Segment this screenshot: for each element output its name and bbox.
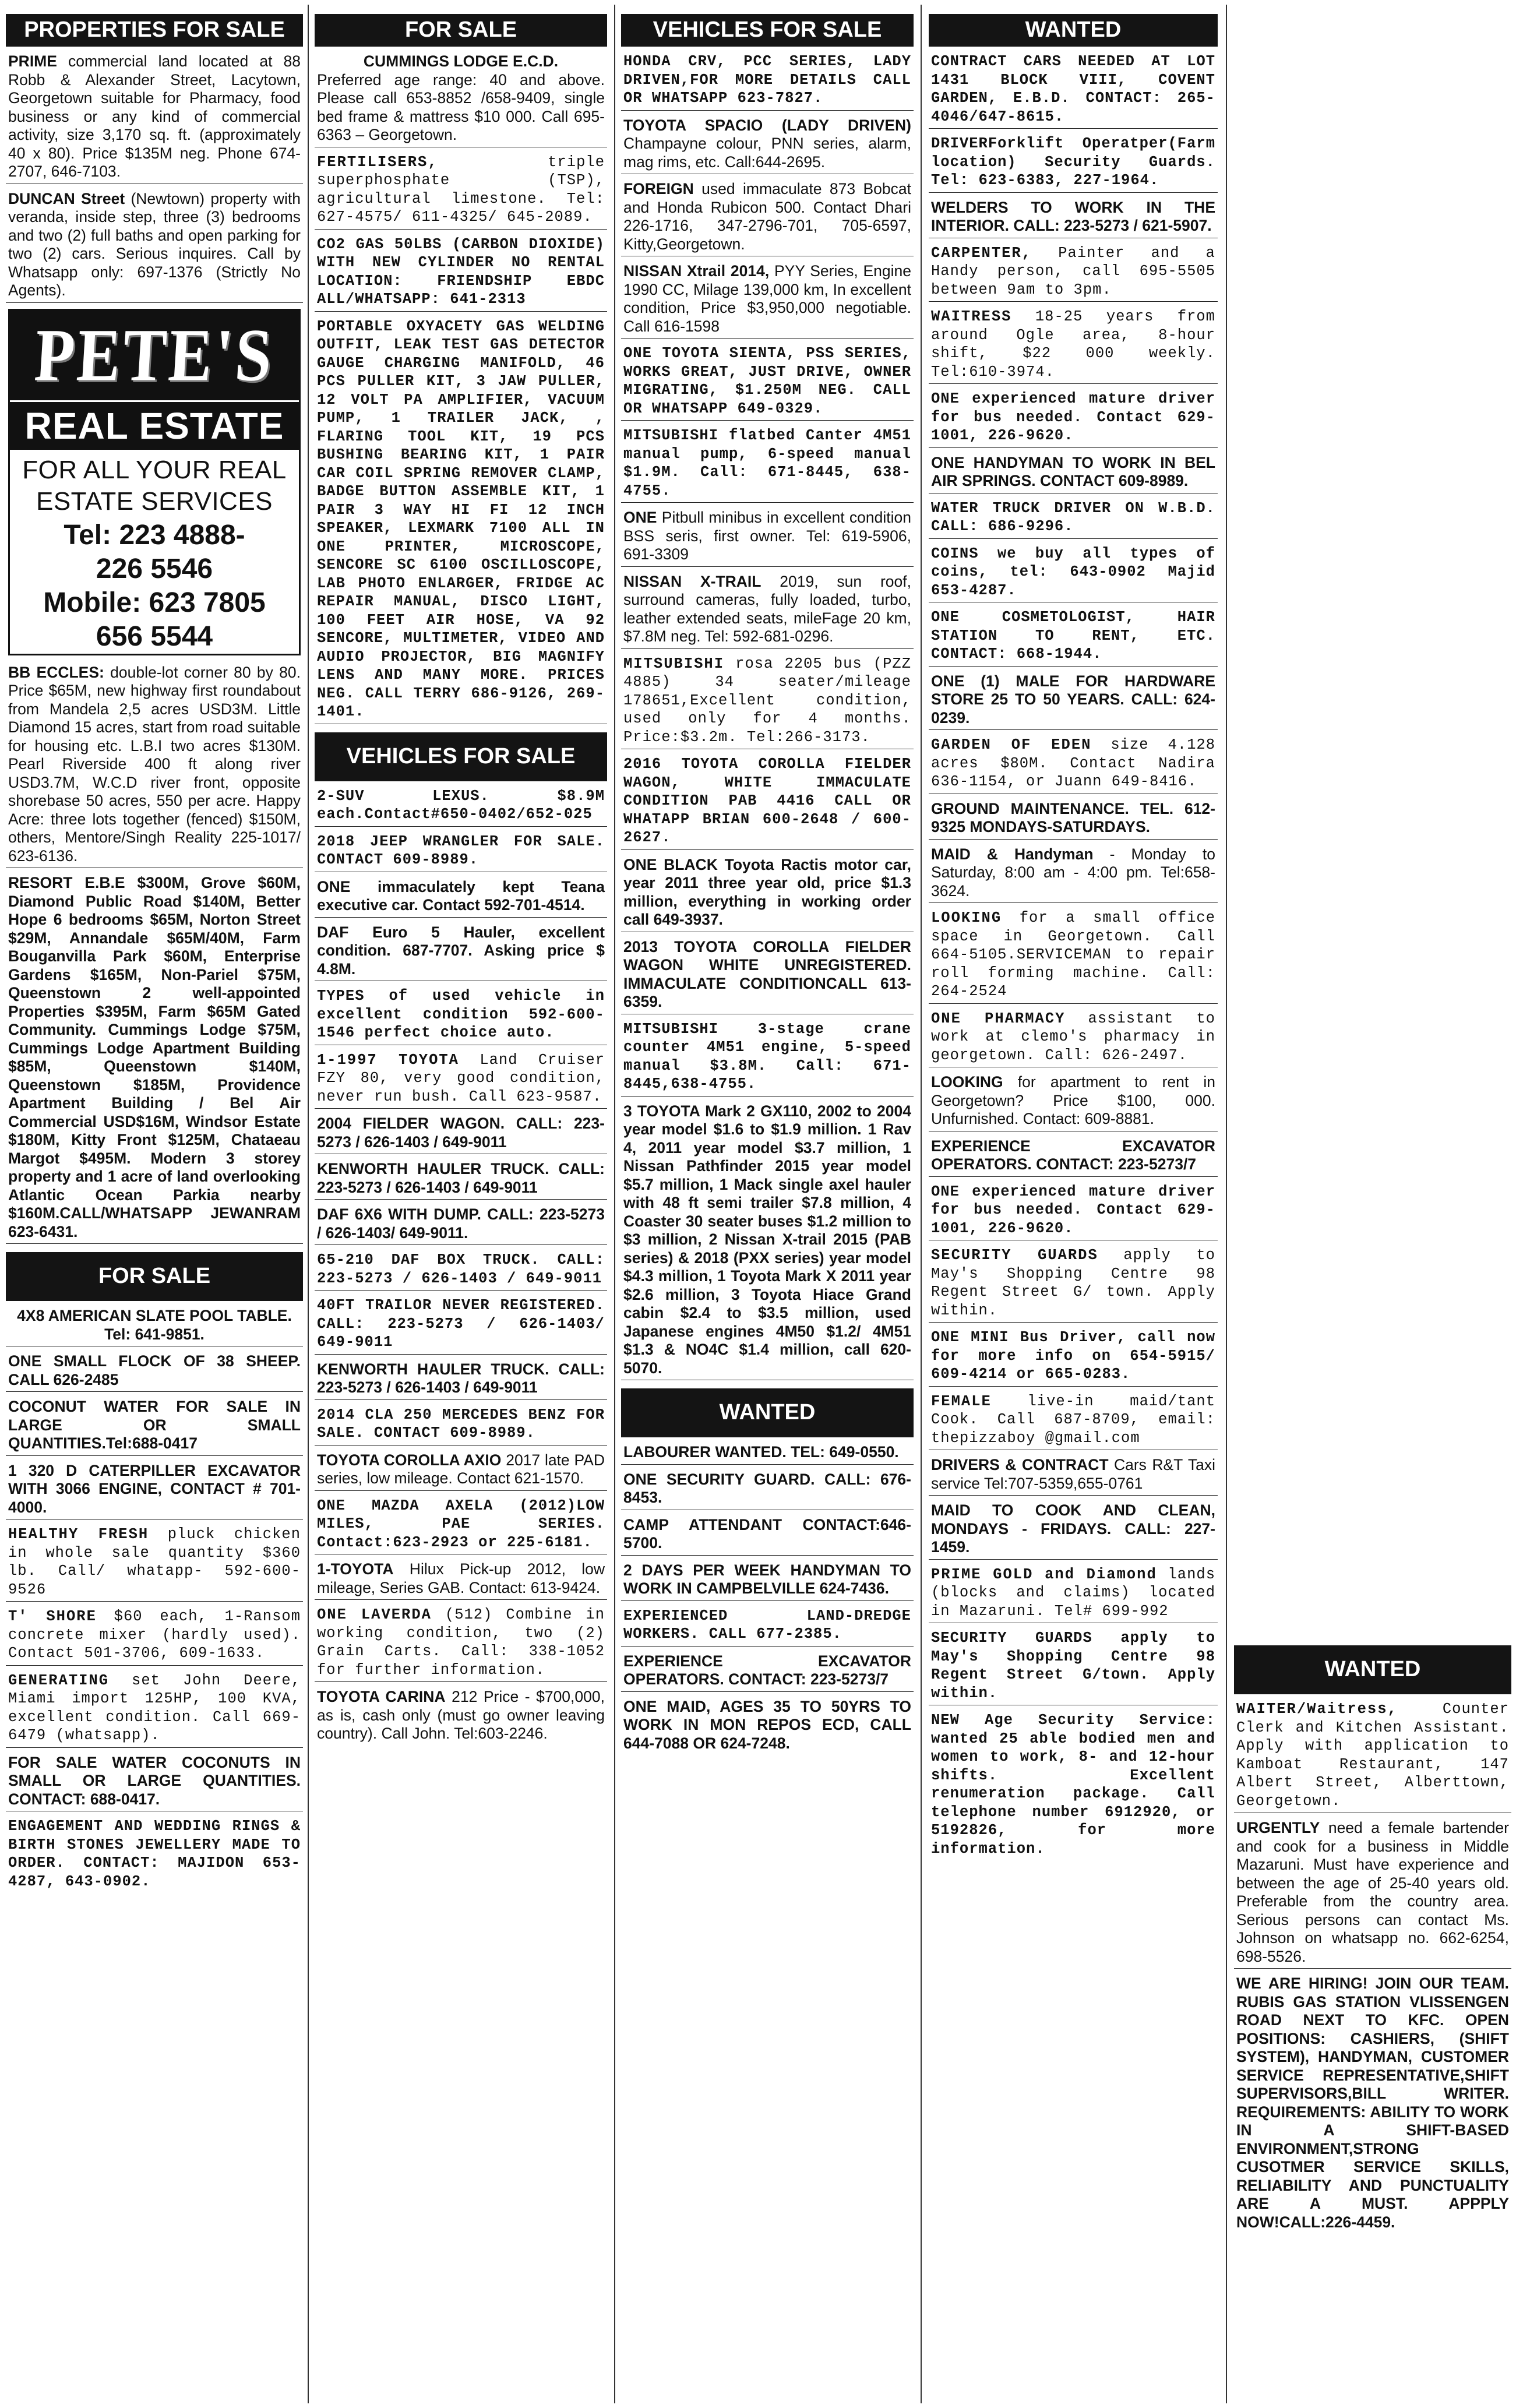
ad-body: set John Deere, Miami import 125HP, 100 KVA, excellent condition. Call 669-6479 (whatsapp). <box>8 1672 301 1744</box>
classified-ad: DRIVERForklift Operatper(Farm location) Security Guards. Tel: 623-6383, 227-1964. <box>929 135 1218 193</box>
classified-ad: HONDA CRV, PCC SERIES, LADY DRIVEN,FOR MORE DETAILS CALL OR WHATSAPP 623-7827. <box>621 52 914 111</box>
classified-ad: EXPERIENCED LAND-DREDGE WORKERS. CALL 677-2385. <box>621 1607 914 1647</box>
ad-body: apply to May's Shopping Centre 98 Regent Street G/ town. Apply within. <box>931 1247 1215 1319</box>
classified-ad <box>621 180 914 256</box>
classified-ad: EXPERIENCE EXCAVATOR OPERATORS. CONTACT: 223-5273/7 <box>929 1137 1218 1177</box>
ad-lead: HEALTHY FRESH <box>8 1526 149 1543</box>
ad-body: $60 each, 1-Ransom concrete mixer (hardly used). Contact 501-3706, 609-1633. <box>8 1608 301 1662</box>
classified-ad <box>929 1246 1218 1323</box>
section-header-for-sale: FOR SALE <box>315 14 607 47</box>
ad-body: Land Cruiser FZY 80, very good condition, never run bush. Call 623-9587. <box>317 1051 605 1105</box>
ad-body: (Newtown) property with veranda, inside step, three (3) bedrooms and two (2) full baths and open parking for two (2) cars. Serious inquires. Call by Whatsapp only: 697-1376 (Strictly No Agents). <box>8 189 301 299</box>
classified-ad <box>929 1566 1218 1624</box>
classified-ad <box>929 845 1218 904</box>
ad-lead: NISSAN X-TRAIL <box>623 572 761 590</box>
ad-lead: ONE <box>623 509 657 526</box>
ad-lead: FERTILISERS, <box>317 153 438 171</box>
classified-ad: 2-SUV LEXUS. $8.9M each.Contact#650-0402/652-025 <box>315 787 607 827</box>
classified-ad: 2014 CLA 250 MERCEDES BENZ FOR SALE. CONTACT 609-8989. <box>315 1406 607 1445</box>
classified-ad: 65-210 DAF BOX TRUCK. CALL: 223-5273 / 626-1403 / 649-9011 <box>315 1251 607 1291</box>
classified-ad <box>6 52 303 184</box>
section-header-wanted: WANTED <box>1234 1645 1511 1694</box>
classified-ad: WE ARE HIRING! JOIN OUR TEAM. RUBIS GAS STATION VLISSENGEN ROAD NEXT TO KFC. OPEN POSITIONS: CASHIERS, (SHIFT SYSTEM), HANDYMAN, CUSTOMER SERVICE REPRESENTATIVE,SHIFT SUPERVISORS,BILL WRITER. REQUIREMENTS: ABILITY TO WORK IN A SHIFT-BASED ENVIRONMENT,STRONG CUSOTMER SERVICE SKILLS, RELIABILITY AND PUNCTUALITY ARE A MUST. APPPLY NOW!CALL:226-4459. <box>1236 1975 1509 2231</box>
ad-lead: CARPENTER, <box>931 244 1032 262</box>
classified-ad: 1 320 D CATERPILLER EXCAVATOR WITH 3066 ENGINE, CONTACT # 701-4000. <box>6 1462 303 1520</box>
section-header-for-sale: FOR SALE <box>6 1252 303 1301</box>
classified-ad: CAMP ATTENDANT CONTACT:646-5700. <box>621 1516 914 1556</box>
classified-ad <box>1234 1819 1511 1969</box>
classified-ad: ONE MINI Bus Driver, call now for more info on 654-5915/ 609-4214 or 665-0283. <box>929 1328 1218 1387</box>
classified-ad: ENGAGEMENT AND WEDDING RINGS & BIRTH STONES JEWELLERY MADE TO ORDER. CONTACT: MAJIDON 653-4287, 643-0902. <box>8 1818 301 1890</box>
classified-ad <box>929 909 1218 1004</box>
classified-ad: SECURITY GUARDS apply to May's Shopping Centre 98 Regent Street G/town. Apply within. <box>929 1629 1218 1705</box>
classified-ad: 3 TOYOTA Mark 2 GX110, 2002 to 2004 year model $1.6 to $1.9 million. 1 Rav 4, 2011 year model $3.7 million, 1 Nissan Pathfinder 2015 year model $5.7 million, 1 Mack single axel hauler with 48 ft semi trailer $7.8 million, 4 Coaster 30 seater buses $1.2 million to $3 million, 2 Nissan X-trail 2015 (PAB series) & 2018 (PXX series) year model $4.3 million, 1 Toyota Mark X 2011 year $2.6 million, 3 Toyota Hiace Grand cabin $2.4 to $3.5 million, used Japanese engines 4M50 $1.2/ 4M51 $1.3 & NO4C $1.4 million, call 620-5070. <box>621 1102 914 1381</box>
classified-ad: MITSUBISHI flatbed Canter 4M51 manual pump, 6-speed manual $1.9M. Call: 671-8445, 638-4755. <box>621 426 914 503</box>
classified-ad <box>6 1672 303 1748</box>
ad-lead: FOREIGN <box>623 180 694 198</box>
classified-ad: WELDERS TO WORK IN THE INTERIOR. CALL: 223-5273 / 621-5907. <box>929 199 1218 238</box>
section-header-properties: PROPERTIES FOR SALE <box>6 14 303 47</box>
classified-ad: ONE SMALL FLOCK OF 38 SHEEP. CALL 626-2485 <box>6 1352 303 1392</box>
ad-lead: LOOKING <box>931 909 1002 926</box>
ad-body: live-in maid/tant Cook. Call 687-8709, email: thepizzaboy @gmail.com <box>931 1392 1215 1447</box>
ad-lead: WAITER/Waitress, <box>1236 1701 1398 1718</box>
column-properties <box>6 10 303 1899</box>
ad-body: Preferred age range: 40 and above. Please call 653-8852 /658-9409, single bed frame & mattress $10 000. Call 695-6363 – Georgetown. <box>317 70 605 143</box>
classified-ad <box>6 190 303 303</box>
classified-ad <box>6 664 303 869</box>
ad-body: - Monday to Saturday, 8:00 am - 4:00 pm. Tel:658-3624. <box>931 845 1215 900</box>
ad-body: 212 Price - $700,000, as is, cash only (must go owner leaving country). Call John. Tel:603-2246. <box>317 1688 605 1742</box>
classified-ad: ONE SECURITY GUARD. CALL: 676-8453. <box>621 1471 914 1510</box>
classified-ad: 2016 TOYOTA COROLLA FIELDER WAGON, WHITE IMMACULATE CONDITION PAB 4416 CALL OR WHATAPP BRIAN 600-2648 / 600-2627. <box>621 755 914 850</box>
classified-ad: CONTRACT CARS NEEDED AT LOT 1431 BLOCK VIII, COVENT GARDEN, E.B.D. CONTACT: 265-4046/647-8615. <box>929 52 1218 129</box>
ad-lead: MAID & Handyman <box>931 845 1094 863</box>
column-for-sale <box>315 10 607 1751</box>
classified-ad: MAID TO COOK AND CLEAN, MONDAYS - FRIDAYS. CALL: 227-1459. <box>929 1501 1218 1560</box>
ad-lead: ONE LAVERDA <box>317 1606 432 1623</box>
classified-ad <box>621 262 914 339</box>
classified-ad: MITSUBISHI 3-stage crane counter 4M51 engine, 5-speed manual $3.8M. Call: 671-8445,638-4755. <box>621 1020 914 1097</box>
ad-body: PYY Series, Engine 1990 CC, Milage 139,000 km, In excellent condition, Price $3,950,000 negotiable. Call 616-1598 <box>623 262 911 335</box>
classified-ad: ONE HANDYMAN TO WORK IN BEL AIR SPRINGS. CONTACT 609-8989. <box>929 454 1218 493</box>
classified-ad: FOR SALE WATER COCONUTS IN SMALL OR LARGE QUANTITIES. CONTACT: 688-0417. <box>6 1754 303 1812</box>
classified-ad <box>929 1073 1218 1131</box>
logo-name: PETE'S <box>32 313 277 397</box>
classified-ad: DAF Euro 5 Hauler, excellent condition. 687-7707. Asking price $ 4.8M. <box>315 923 607 982</box>
ad-body: triple superphosphate (TSP), agricultural limestone. Tel: 627-4575/ 611-4325/ 645-2089. <box>317 153 605 225</box>
classified-ad: ONE (1) MALE FOR HARDWARE STORE 25 TO 50 YEARS. CALL: 624-0239. <box>929 672 1218 731</box>
ad-lead: GARDEN OF EDEN <box>931 736 1092 753</box>
classified-ad <box>621 117 914 175</box>
classified-ad: 2013 TOYOTA COROLLA FIELDER WAGON WHITE UNREGISTERED. IMMACULATE CONDITIONCALL 613-6359. <box>621 938 914 1014</box>
classified-ad: CO2 GAS 50LBS (CARBON DIOXIDE) WITH NEW CYLINDER NO RENTAL LOCATION: FRIENDSHIP EBDC ALL/WHATSAPP: 641-2313 <box>315 235 607 312</box>
classified-ad <box>315 1688 607 1746</box>
ad-body: Pitbull minibus in excellent condition BSS seris, first owner. Tel: 619-5906, 691-3309 <box>623 509 911 563</box>
ad-lead: FEMALE <box>931 1392 992 1410</box>
classified-ad <box>621 655 914 750</box>
classified-ad <box>621 573 914 649</box>
ad-body: pluck chicken in whole sale quantity $360 lb. Call/ whatapp- 592-600-9526 <box>8 1526 301 1598</box>
column-vehicles <box>621 10 914 1761</box>
ad-lead: DRIVERS & CONTRACT <box>931 1456 1109 1473</box>
classified-ad: ONE COSMETOLOGIST, HAIR STATION TO RENT, ETC. CONTACT: 668-1944. <box>929 608 1218 667</box>
ad-lead: MITSUBISHI <box>623 655 725 672</box>
classified-ad <box>315 1051 607 1109</box>
logo-tagline-2: ESTATE SERVICES <box>36 486 273 516</box>
classified-ad: ONE experienced mature driver for bus needed. Contact 629-1001, 226-9620. <box>929 1183 1218 1241</box>
ad-body: (512) Combine in working condition, two (2) Grain Carts. Call: 338-1052 for further information. <box>317 1606 605 1679</box>
classified-ad <box>315 52 607 147</box>
section-header-wanted: WANTED <box>929 14 1218 47</box>
ad-body: Painter and a Handy person, call 695-5505 between 9am to 3pm. <box>931 244 1215 298</box>
ad-body: assistant to work at clemo's pharmacy in georgetown. Call: 626-2497. <box>931 1010 1215 1064</box>
ad-lead: TOYOTA CARINA <box>317 1688 446 1705</box>
ad-body: 18-25 years from around Ogle area, 8-hour shift, $22 000 weekly. Tel:610-3974. <box>931 308 1215 380</box>
ad-lead: PRIME <box>8 52 57 70</box>
column-divider <box>921 5 922 2403</box>
classified-ad: GROUND MAINTENANCE. TEL. 612-9325 MONDAYS-SATURDAYS. <box>929 800 1218 840</box>
ad-body: used immaculate 873 Bobcat and Honda Rubicon 500. Contact Dhari 226-1716, 347-2796-701, 705-6597, Kitty,Georgetown. <box>623 180 911 253</box>
petes-real-estate-logo <box>8 309 301 655</box>
classified-ad: COCONUT WATER FOR SALE IN LARGE OR SMALL QUANTITIES.Tel:688-0417 <box>6 1398 303 1456</box>
column-wanted-extra <box>1234 1645 1511 2240</box>
classified-ad: PORTABLE OXYACETY GAS WELDING OUTFIT, LEAK TEST GAS DETECTOR GAUGE CHARGING MANIFOLD, 46 PCS PULLER KIT, 3 JAW PULLER, 12 VOLT PA AMPLIFIER, VACUUM PUMP, 1 TRAILER JACK, , FLARING TOOL KIT, 19 PCS BUSHING BEARING KIT, 1 PAIR CAR COIL SPRING REMOVER CLAMP, BADGE BUTTON ASSEMBLE KIT, 1 PAIR 3 WAY HI FI 12 INCH SPEAKER, LEXMARK 7100 ALL IN ONE PRINTER, MICROSCOPE, SENCORE SC 6100 OSCILLOSCOPE, LAB PHOTO ENLARGER, FRIDGE AC REPAIR MANUAL, DISCO LIGHT, 100 FEET AIR HOSE, VA 92 SENCORE, MULTIMETER, VIDEO AND AUDIO PROJECTOR, BIG MAGNIFY LENS AND MANY MORE. PRICES NEG. CALL TERRY 686-9126, 269-1401. <box>315 318 607 724</box>
ad-lead: T' SHORE <box>8 1608 97 1625</box>
ad-body: Hilux Pick-up 2012, low mileage, Series GAB. Contact: 613-9424. <box>317 1560 605 1596</box>
classified-ad <box>621 509 914 567</box>
classified-ad: 4X8 AMERICAN SLATE POOL TABLE. Tel: 641-9851. <box>6 1307 303 1346</box>
classified-ad: DAF 6X6 WITH DUMP. CALL: 223-5273 / 626-1403/ 649-9011. <box>315 1205 607 1245</box>
classified-ad: COINS we buy all types of coins, tel: 643-0902 Majid 653-4287. <box>929 545 1218 603</box>
ad-lead: GENERATING <box>8 1672 110 1689</box>
classified-ad: NEW Age Security Service: wanted 25 able bodied men and women to work, 8- and 12-hour shifts. Excellent renumeration package. Call telephone number 6912920, or 5192826, for more information. <box>931 1712 1215 1857</box>
classified-ad: ONE immaculately kept Teana executive car. Contact 592-701-4514. <box>315 878 607 918</box>
classified-ad: ONE MAZDA AXELA (2012)LOW MILES, PAE SERIES. Contact:623-2923 or 225-6181. <box>315 1497 607 1555</box>
classified-ad <box>315 153 607 230</box>
classified-ad: ONE TOYOTA SIENTA, PSS SERIES, WORKS GREAT, JUST DRIVE, OWNER MIGRATING, $1.250M NEG. CALL OR WHATSAPP 649-0329. <box>621 344 914 421</box>
ad-lead: TOYOTA COROLLA AXIO <box>317 1451 502 1469</box>
ad-body: Cars R&T Taxi service Tel:707-5359,655-0761 <box>931 1456 1215 1492</box>
ad-body: commercial land located at 88 Robb & Alexander Street, Lacytown, Georgetown suitable for Pharmacy, food business or any kind of commercial activity, size 3,170 sq. ft. (approximately 40 x 80). Price $135M neg. Phone 674-2707, 646-7103. <box>8 52 301 180</box>
classified-ad <box>929 1010 1218 1068</box>
ad-body: Counter Clerk and Kitchen Assistant. Apply with application to Kamboat Restaurant, 147 Albert Street, Alberttown, Georgetown. <box>1236 1701 1509 1810</box>
ad-lead: NISSAN Xtrail 2014, <box>623 262 770 280</box>
column-divider <box>308 5 309 2403</box>
ad-lead: DUNCAN Street <box>8 189 125 207</box>
classified-ad: EXPERIENCE EXCAVATOR OPERATORS. CONTACT: 223-5273/7 <box>621 1652 914 1692</box>
logo-tagline-1: FOR ALL YOUR REAL <box>22 455 287 484</box>
classified-ad: KENWORTH HAULER TRUCK. CALL: 223-5273 / 626-1403 / 649-9011 <box>315 1360 607 1400</box>
classified-ad <box>6 1525 303 1602</box>
ad-lead: BB ECCLES: <box>8 663 104 681</box>
ad-body: 2017 late PAD series, low mileage. Contact 621-1570. <box>317 1451 605 1487</box>
classified-ad: 2004 FIELDER WAGON. CALL: 223-5273 / 626-1403 / 649-9011 <box>315 1115 607 1154</box>
section-header-wanted: WANTED <box>621 1388 914 1437</box>
ad-body: for apartment to rent in Georgetown? Price $100, 000. Unfurnished. Contact: 609-8881. <box>931 1073 1215 1127</box>
classified-ad <box>929 244 1218 302</box>
column-wanted <box>929 10 1218 1866</box>
ad-body: size 4.128 acres $80M. Contact Nadira 636-1154, or Juann 649-8416. <box>931 736 1215 790</box>
logo-tel-2: 226 5546 <box>96 553 213 584</box>
classified-ad: KENWORTH HAULER TRUCK. CALL: 223-5273 / 626-1403 / 649-9011 <box>315 1160 607 1200</box>
logo-banner <box>10 311 299 400</box>
classified-ad: RESORT E.B.E $300M, Grove $60M, Diamond Public Road $140M, Better Hope 6 bedrooms $65M, Norton Street $29M, Annandale $65M/40M, Farm Bouganvilla Park $60M, Enterprise Gardens $165M, Non-Pariel $75M, Queenstown 2 well-appointed Properties $395M, Farm $65M Gated Community. Cummings Lodge $75M, Cummings Lodge Apartment Building $85M, Queenstown $140M, Queenstown $185M, Providence Apartment Building / Bel Air Commercial USD$16M, Windsor Estate $180M, Kitty Front $125M, Chataeau Margot $495M. Modern 3 storey property and 1 acre of land overlooking Atlantic Ocean Parkia nearby $160M.CALL/WHATSAPP JEWANRAM 623-6431. <box>6 874 303 1244</box>
ad-body: lands (blocks and claims) located in Mazaruni. Tel# 699-992 <box>931 1566 1215 1620</box>
ad-lead: SECURITY GUARDS <box>931 1247 1098 1264</box>
section-header-vehicles: VEHICLES FOR SALE <box>315 732 607 781</box>
classified-ad: 2 DAYS PER WEEK HANDYMAN TO WORK IN CAMPBELVILLE 624-7436. <box>621 1561 914 1601</box>
logo-tel-1: Tel: 223 4888- <box>64 519 245 551</box>
classified-ad <box>929 1456 1218 1496</box>
ad-lead: PRIME GOLD and Diamond <box>931 1566 1157 1583</box>
ad-lead: ONE PHARMACY <box>931 1010 1066 1027</box>
ad-lead: URGENTLY <box>1236 1819 1320 1836</box>
ad-lead: 1-1997 TOYOTA <box>317 1051 459 1069</box>
classified-ad <box>929 736 1218 794</box>
classified-ad: TYPES of used vehicle in excellent condition 592-600-1546 perfect choice auto. <box>315 987 607 1045</box>
classified-ad: ONE BLACK Toyota Ractis motor car, year 2011 three year old, price $1.3 million, everything in working order call 649-3937. <box>621 856 914 932</box>
ad-body: rosa 2205 bus (PZZ 4885) 34 seater/mileage 178651,Excellent condition, used only for 4 months. Price:$3.2m. Tel:266-3173. <box>623 655 911 746</box>
ad-body: double-lot corner 80 by 80. Price $65M, new highway first roundabout from Mandela 2,5 acres USD3M. Little Diamond 15 acres, start from road suitable for housing etc. L.B.I two acres $130M. Pearl Riverside 400 ft along river USD3.7M, W.C.D river front, opposite shorebase 50 acres, 550 per acre. Happy Acre: three lots together (fenced) $150M, others, Mentore/Singh Reality 225-1017/ 623-6136. <box>8 663 301 865</box>
logo-mobile-2: 656 5544 <box>96 620 213 652</box>
classified-ad: 2018 JEEP WRANGLER FOR SALE. CONTACT 609-8989. <box>315 833 607 872</box>
logo-subtitle: REAL ESTATE <box>10 400 299 450</box>
ad-body: Champayne colour, PNN series, alarm, mag rims, etc. Call:644-2695. <box>623 135 911 171</box>
column-divider <box>1226 5 1227 2403</box>
ad-lead: 1-TOYOTA <box>317 1560 394 1578</box>
classified-ad: ONE experienced mature driver for bus needed. Contact 629-1001, 226-9620. <box>929 390 1218 448</box>
ad-body: 2019, sun roof, surround cameras, fully loaded, turbo, leather extended seats, mileFage 20 km, $7.8M neg. Tel: 592-681-0296. <box>623 572 912 645</box>
classified-ad: LABOURER WANTED. TEL: 649-0550. <box>621 1443 914 1465</box>
ad-body: for a small office space in Georgetown. Call 664-5105.SERVICEMAN to repair roll forming machine. Call: 264-2524 <box>931 909 1215 1000</box>
classified-ad <box>315 1560 607 1600</box>
classified-ad <box>315 1451 607 1491</box>
ad-lead: LOOKING <box>931 1073 1003 1091</box>
classified-ad <box>6 1607 303 1666</box>
classified-ad: ONE MAID, AGES 35 TO 50YRS TO WORK IN MON REPOS ECD, CALL 644-7088 OR 624-7248. <box>623 1697 911 1752</box>
classified-ad <box>1234 1700 1511 1813</box>
classified-ad <box>929 1392 1218 1451</box>
ad-lead: WAITRESS <box>931 308 1012 325</box>
column-divider <box>614 5 615 2403</box>
classified-ad: 40FT TRAILOR NEVER REGISTERED. CALL: 223-5273 / 626-1403/ 649-9011 <box>315 1296 607 1355</box>
ad-lead: TOYOTA SPACIO (LADY DRIVEN) <box>623 116 911 134</box>
classified-ad: WATER TRUCK DRIVER ON W.B.D. CALL: 686-9296. <box>929 499 1218 539</box>
logo-mobile-1: Mobile: 623 7805 <box>43 587 266 618</box>
ad-lead: CUMMINGS LODGE E.C.D. <box>363 52 559 70</box>
classified-ad <box>929 308 1218 384</box>
section-header-vehicles: VEHICLES FOR SALE <box>621 14 914 47</box>
ad-body: need a female bartender and cook for a business in Middle Mazaruni. Must have experience and between the age of 25-40 years old. Preferable from the country area. Serious persons can contact Ms. Johnson on whatsapp no. 662-6254, 698-5526. <box>1236 1819 1509 1965</box>
classified-ad <box>315 1606 607 1682</box>
